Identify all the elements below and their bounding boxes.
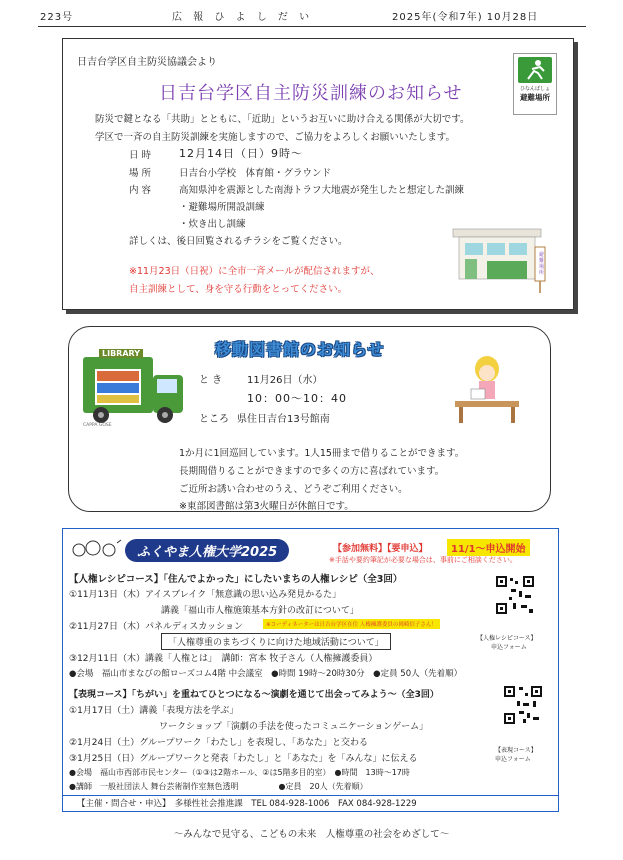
- drill-intro-1: 防災で鍵となる「共助」とともに、「近助」というお互いに助け合える関係が大切です。: [95, 114, 470, 125]
- drill-intro-2: 学区で一斉の自主防災訓練を実施しますので、ご協力をよろしくお願いいたします。: [95, 132, 456, 143]
- drill-date-value: 12月14日（日）9時～: [179, 147, 303, 160]
- library-p1: 1か月に1回巡回しています。1人15冊まで借りることができます。: [179, 448, 465, 459]
- drill-notice-2: 自主訓練として、身を守る行動をとってください。: [129, 284, 348, 295]
- course2-lecturer: ●講師 一般社団法人 舞台芸術制作室無色透明 ●定員 20人（先着順）: [69, 782, 368, 791]
- library-p4: ※東部図書館は第3火曜日が休館日です。: [179, 501, 354, 512]
- shelter-label: 避難場所: [520, 93, 550, 102]
- course1-row1: ①11月13日（木）アイスブレイク「無意識の思い込み発見かるた」: [69, 590, 342, 600]
- univ-title: ふくやま人権大学2025: [125, 539, 289, 562]
- drill-title: 日吉台学区自主防災訓練のお知らせ: [159, 83, 463, 104]
- univ-badges: 【参加無料】【要申込】: [333, 544, 428, 554]
- library-when-date: 11月26日（水）: [247, 375, 323, 386]
- issue-date: 2025年(令和7年) 10月28日: [392, 12, 539, 23]
- univ-deadline: 11/1～申込開始: [447, 539, 530, 556]
- course2-title: 【表現コース】「ちがい」を重ねてひとつになる～演劇を通じて出会ってみよう～（全3回）: [69, 690, 439, 700]
- library-p3: ご近所お誘い合わせのうえ、どうぞご利用ください。: [179, 484, 408, 495]
- univ-note: ※手話や要約筆記が必要な場合は、事前にご相談ください。: [329, 556, 517, 564]
- course1-venue: ●会場 福山市まなびの館ローズコム4階 中会議室 ●時間 19時～20時30分 ●定員 50人（先着順）: [69, 669, 463, 679]
- drill-notice-1: ※11月23日（日祝）に全市一斉メールが配信されますが、: [129, 266, 380, 277]
- library-when-label: と き: [199, 375, 223, 386]
- univ-section: [62, 528, 559, 812]
- course1-qr-code[interactable]: [495, 575, 535, 615]
- course1-row2b: 「人権尊重のまちづくりに向けた地域活動について」: [161, 633, 391, 650]
- drill-org: 日吉台学区自主防災協議会より: [77, 57, 217, 68]
- course2-qr-sub: 申込フォーム: [495, 756, 531, 763]
- course2-row1b: ワークショップ「演劇の手法を使ったコミュニケーションゲーム」: [159, 722, 429, 732]
- newsletter-title: 広 報 ひ よ し だ い: [172, 12, 314, 23]
- building-sign-text: 避難場所: [539, 252, 545, 276]
- drill-content-value: 高知県沖を震源とした南海トラフ大地震が発生したと想定した訓練: [179, 185, 465, 196]
- course2-qr-code[interactable]: [503, 685, 543, 725]
- drill-item-2: ・炊き出し訓練: [179, 219, 246, 230]
- library-where-label: ところ: [199, 414, 229, 425]
- course2-row3: ③1月25日（日）グループワークと発表「わたし」と「あなた」を「みんな」に伝える: [69, 754, 418, 764]
- contact-divider: [63, 795, 558, 796]
- drill-place-value: 日吉台小学校 体育館・グラウンド: [179, 168, 332, 179]
- course1-row1b: 講義「福山市人権施策基本方針の改訂について」: [161, 606, 359, 616]
- course1-qr-sub: 申込フォーム: [491, 644, 527, 651]
- truck-sign: LIBRARY: [99, 349, 143, 358]
- issue-number: 223号: [40, 12, 74, 23]
- drill-section: [62, 38, 574, 310]
- course1-row3: ③12月11日（木）講義「人権とは」 講師：宮本 牧子さん（人権擁護委員）: [69, 654, 378, 664]
- footer-slogan: ～みんなで見守る、こどもの未来 人権尊重の社会をめざして～: [173, 829, 450, 840]
- course2-row1: ①1月17日（土）講義「表現方法を学ぶ」: [69, 706, 239, 716]
- drill-details: 詳しくは、後日回覧されるチラシをご覧ください。: [129, 236, 348, 247]
- library-when-time: 10：00～10：40: [247, 392, 347, 405]
- course1-row2-note: ※コーディネーターは日吉台学区在住 人権擁護委員の岡崎信子さん！: [263, 619, 440, 629]
- library-p2: 長期間借りることができますので多くの方に喜ばれています。: [179, 466, 445, 477]
- drill-place-label: 場 所: [129, 168, 152, 179]
- course2-row2: ②1月24日（土）グループワーク「わたし」を表現し、「あなた」と交わる: [69, 738, 369, 748]
- course1-qr-label: 【人権レシピコース】: [477, 635, 537, 642]
- header-divider: [38, 26, 586, 27]
- shelter-label-kana: ひなんばしょ: [519, 86, 550, 92]
- course1-title-text: 【人権レシピコース】「住んでよかった」にしたいまちの人権レシピ（全3回）: [69, 574, 403, 585]
- library-where-value: 県住日吉台13号館南: [237, 414, 330, 425]
- shelter-sign: [513, 53, 557, 115]
- univ-contact: 【主催・問合せ・申込】 多様性社会推進課 TEL 084-928-1006 FAX 084-928-1229: [77, 799, 417, 809]
- library-section: [68, 326, 551, 512]
- drill-date-label: 日 時: [129, 150, 152, 161]
- truck-brand: CAPPA GOSE: [83, 423, 112, 428]
- reading-girl-illustration: [451, 349, 525, 425]
- drill-content-label: 内 容: [129, 185, 152, 196]
- course2-venue: ●会場 福山市西部市民センター（①③は2階ホール、②は5階多目的室） ●時間 13時～17時: [69, 768, 410, 777]
- course1-row2: ②11月27日（木）パネルディスカッション: [69, 622, 243, 632]
- shelter-run-icon: [518, 57, 552, 83]
- course2-qr-label: 【表現コース】: [495, 747, 537, 754]
- course1-title: [69, 571, 402, 585]
- library-title: [215, 337, 385, 360]
- drill-item-1: ・避難場所開設訓練: [179, 202, 265, 213]
- library-title-text: 移動図書館のお知らせ: [215, 340, 385, 359]
- univ-mascot-icon: [71, 537, 123, 559]
